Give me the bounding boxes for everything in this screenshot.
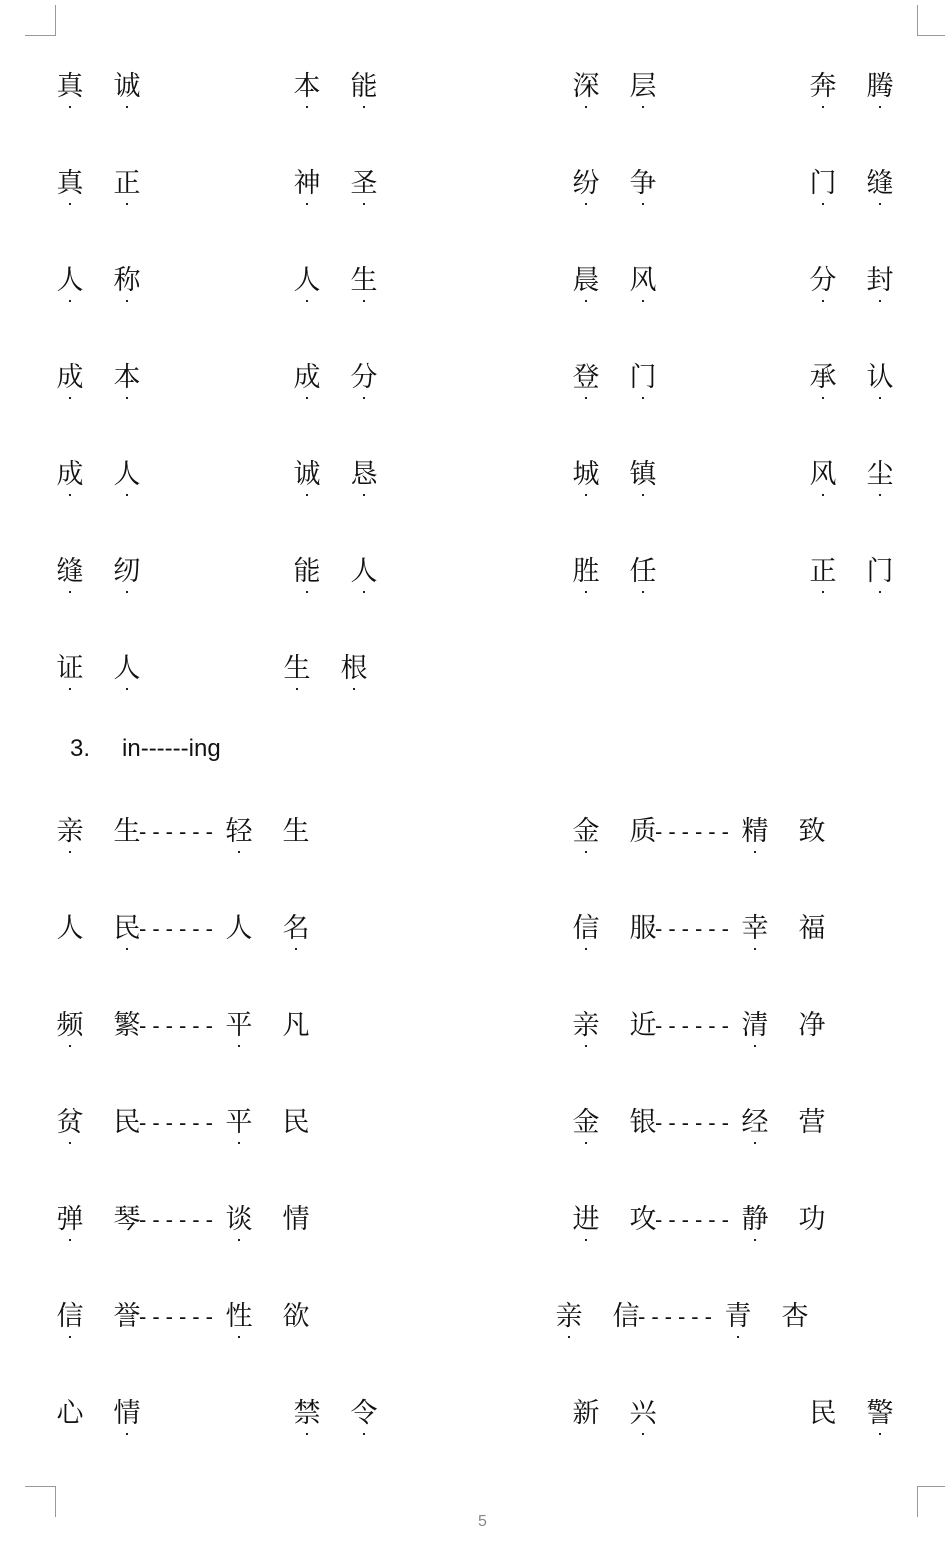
character: 分 — [350, 362, 378, 393]
corner-mark-bottom-right — [917, 1486, 945, 1517]
character: 谈 — [225, 1204, 253, 1235]
word — [56, 555, 141, 589]
word — [56, 167, 141, 201]
word — [293, 264, 378, 298]
word-row — [0, 555, 945, 595]
character: 贫 — [56, 1107, 84, 1138]
page-number: 5 — [478, 1513, 487, 1530]
word — [283, 652, 368, 686]
character: 人 — [56, 913, 84, 944]
word — [809, 361, 894, 395]
word — [809, 458, 894, 492]
word — [293, 555, 378, 589]
dash-separator: ------ — [655, 819, 735, 844]
character: 风 — [629, 265, 657, 296]
character: 誉 — [113, 1301, 141, 1332]
character: 凡 — [282, 1010, 310, 1041]
character: 信 — [612, 1301, 640, 1332]
word — [572, 1397, 657, 1431]
dash-separator: ------ — [139, 1013, 219, 1038]
character: 认 — [866, 362, 894, 393]
character: 纫 — [113, 556, 141, 587]
character: 轻 — [225, 816, 253, 847]
character: 恳 — [350, 459, 378, 490]
word — [56, 1106, 141, 1140]
word-pair — [572, 815, 826, 849]
word — [56, 458, 141, 492]
dash-separator: ------ — [139, 1207, 219, 1232]
dash-separator: ------ — [638, 1304, 718, 1329]
word — [741, 912, 826, 946]
character: 幸 — [741, 913, 769, 944]
word — [225, 1106, 310, 1140]
character: 银 — [629, 1107, 657, 1138]
character: 令 — [350, 1398, 378, 1429]
character: 民 — [809, 1398, 837, 1429]
word — [293, 167, 378, 201]
word — [56, 912, 141, 946]
word-row — [0, 70, 945, 110]
word-pair — [56, 1106, 310, 1140]
character: 真 — [56, 71, 84, 102]
character: 民 — [113, 1107, 141, 1138]
character: 本 — [293, 71, 321, 102]
character: 平 — [225, 1010, 253, 1041]
word — [225, 1300, 310, 1334]
character: 亲 — [572, 1010, 600, 1041]
dash-separator: ------ — [655, 1013, 735, 1038]
character: 本 — [113, 362, 141, 393]
character: 能 — [293, 556, 321, 587]
dash-separator: ------ — [139, 819, 219, 844]
character: 尘 — [866, 459, 894, 490]
character: 生 — [283, 653, 311, 684]
word-pair — [56, 1300, 310, 1334]
character: 情 — [113, 1398, 141, 1429]
character: 福 — [798, 913, 826, 944]
character: 承 — [809, 362, 837, 393]
word — [572, 1203, 657, 1237]
character: 兴 — [629, 1398, 657, 1429]
character: 称 — [113, 265, 141, 296]
dash-separator: ------ — [655, 916, 735, 941]
character: 功 — [798, 1204, 826, 1235]
character: 证 — [56, 653, 84, 684]
character: 亲 — [555, 1301, 583, 1332]
character: 分 — [809, 265, 837, 296]
word-pair-row — [0, 1009, 945, 1049]
character: 信 — [56, 1301, 84, 1332]
word — [572, 70, 657, 104]
character: 纷 — [572, 168, 600, 199]
character: 性 — [225, 1301, 253, 1332]
character: 门 — [629, 362, 657, 393]
character: 镇 — [629, 459, 657, 490]
character: 风 — [809, 459, 837, 490]
character: 人 — [350, 556, 378, 587]
character: 民 — [282, 1107, 310, 1138]
character: 胜 — [572, 556, 600, 587]
word-pair — [572, 1009, 826, 1043]
word-row — [0, 1397, 945, 1437]
word — [809, 167, 894, 201]
character: 弹 — [56, 1204, 84, 1235]
character: 晨 — [572, 265, 600, 296]
character: 成 — [56, 362, 84, 393]
word-row — [0, 264, 945, 304]
character: 人 — [113, 653, 141, 684]
character: 新 — [572, 1398, 600, 1429]
character: 青 — [724, 1301, 752, 1332]
dash-separator: ------ — [655, 1110, 735, 1135]
word-pair-row — [0, 815, 945, 855]
section-number: 3. — [70, 735, 91, 762]
corner-mark-bottom-left — [25, 1486, 56, 1517]
character: 腾 — [866, 71, 894, 102]
word — [572, 1106, 657, 1140]
word — [572, 264, 657, 298]
word — [293, 1397, 378, 1431]
word-pair-row — [0, 1106, 945, 1146]
word-pair — [572, 1203, 826, 1237]
word-pair — [572, 1106, 826, 1140]
character: 经 — [741, 1107, 769, 1138]
character: 攻 — [629, 1204, 657, 1235]
character: 城 — [572, 459, 600, 490]
character: 门 — [809, 168, 837, 199]
word — [572, 167, 657, 201]
word — [225, 912, 310, 946]
character: 平 — [225, 1107, 253, 1138]
word-pair — [555, 1300, 809, 1334]
character: 深 — [572, 71, 600, 102]
section-title: in------ing — [122, 735, 221, 762]
word — [56, 70, 141, 104]
dash-separator: ------ — [139, 916, 219, 941]
word — [809, 70, 894, 104]
word — [572, 458, 657, 492]
word-row — [0, 361, 945, 401]
character: 金 — [572, 1107, 600, 1138]
character: 层 — [629, 71, 657, 102]
character: 近 — [629, 1010, 657, 1041]
character: 信 — [572, 913, 600, 944]
character: 任 — [629, 556, 657, 587]
word — [809, 555, 894, 589]
character: 繁 — [113, 1010, 141, 1041]
word — [56, 1203, 141, 1237]
word — [225, 1203, 310, 1237]
word-pair-row — [0, 1203, 945, 1243]
word — [293, 70, 378, 104]
character: 民 — [113, 913, 141, 944]
character: 名 — [282, 913, 310, 944]
character: 神 — [293, 168, 321, 199]
word — [56, 652, 141, 686]
character: 生 — [282, 816, 310, 847]
word — [572, 1009, 657, 1043]
word-pair — [572, 912, 826, 946]
word-pair-row — [0, 912, 945, 952]
character: 清 — [741, 1010, 769, 1041]
character: 诚 — [113, 71, 141, 102]
word — [56, 815, 141, 849]
character: 能 — [350, 71, 378, 102]
character: 静 — [741, 1204, 769, 1235]
character: 人 — [56, 265, 84, 296]
character: 亲 — [56, 816, 84, 847]
word — [809, 1397, 894, 1431]
character: 琴 — [113, 1204, 141, 1235]
character: 门 — [866, 556, 894, 587]
character: 封 — [866, 265, 894, 296]
word — [572, 815, 657, 849]
word — [572, 361, 657, 395]
word — [741, 1203, 826, 1237]
word — [741, 1106, 826, 1140]
corner-mark-top-right — [917, 5, 945, 36]
character: 服 — [629, 913, 657, 944]
word-row — [0, 167, 945, 207]
character: 圣 — [350, 168, 378, 199]
character: 精 — [741, 816, 769, 847]
word-row — [0, 458, 945, 498]
character: 成 — [293, 362, 321, 393]
character: 正 — [809, 556, 837, 587]
character: 真 — [56, 168, 84, 199]
character: 心 — [56, 1398, 84, 1429]
word — [56, 1009, 141, 1043]
character: 争 — [629, 168, 657, 199]
character: 根 — [340, 653, 368, 684]
word — [555, 1300, 640, 1334]
character: 杏 — [781, 1301, 809, 1332]
word-pair — [56, 1009, 310, 1043]
character: 生 — [350, 265, 378, 296]
word-pair — [56, 1203, 310, 1237]
character: 频 — [56, 1010, 84, 1041]
character: 缝 — [866, 168, 894, 199]
word — [293, 361, 378, 395]
character: 致 — [798, 816, 826, 847]
word — [572, 555, 657, 589]
word — [809, 264, 894, 298]
corner-mark-top-left — [25, 5, 56, 36]
character: 登 — [572, 362, 600, 393]
word-pair — [56, 912, 310, 946]
word — [56, 264, 141, 298]
character: 奔 — [809, 71, 837, 102]
dash-separator: ------ — [655, 1207, 735, 1232]
word — [56, 1300, 141, 1334]
word — [225, 1009, 310, 1043]
character: 进 — [572, 1204, 600, 1235]
character: 情 — [282, 1204, 310, 1235]
word — [741, 1009, 826, 1043]
character: 人 — [293, 265, 321, 296]
section-3-heading — [70, 735, 221, 763]
character: 禁 — [293, 1398, 321, 1429]
word — [572, 912, 657, 946]
character: 缝 — [56, 556, 84, 587]
word-row — [0, 652, 945, 692]
character: 诚 — [293, 459, 321, 490]
character: 营 — [798, 1107, 826, 1138]
character: 人 — [225, 913, 253, 944]
character: 金 — [572, 816, 600, 847]
character: 质 — [629, 816, 657, 847]
word — [56, 361, 141, 395]
character: 正 — [113, 168, 141, 199]
word — [56, 1397, 141, 1431]
word — [724, 1300, 809, 1334]
word — [293, 458, 378, 492]
character: 生 — [113, 816, 141, 847]
word — [225, 815, 310, 849]
character: 成 — [56, 459, 84, 490]
dash-separator: ------ — [139, 1110, 219, 1135]
character: 欲 — [282, 1301, 310, 1332]
character: 警 — [866, 1398, 894, 1429]
dash-separator: ------ — [139, 1304, 219, 1329]
character: 净 — [798, 1010, 826, 1041]
word-pair-row — [0, 1300, 945, 1340]
word — [741, 815, 826, 849]
word-pair — [56, 815, 310, 849]
character: 人 — [113, 459, 141, 490]
